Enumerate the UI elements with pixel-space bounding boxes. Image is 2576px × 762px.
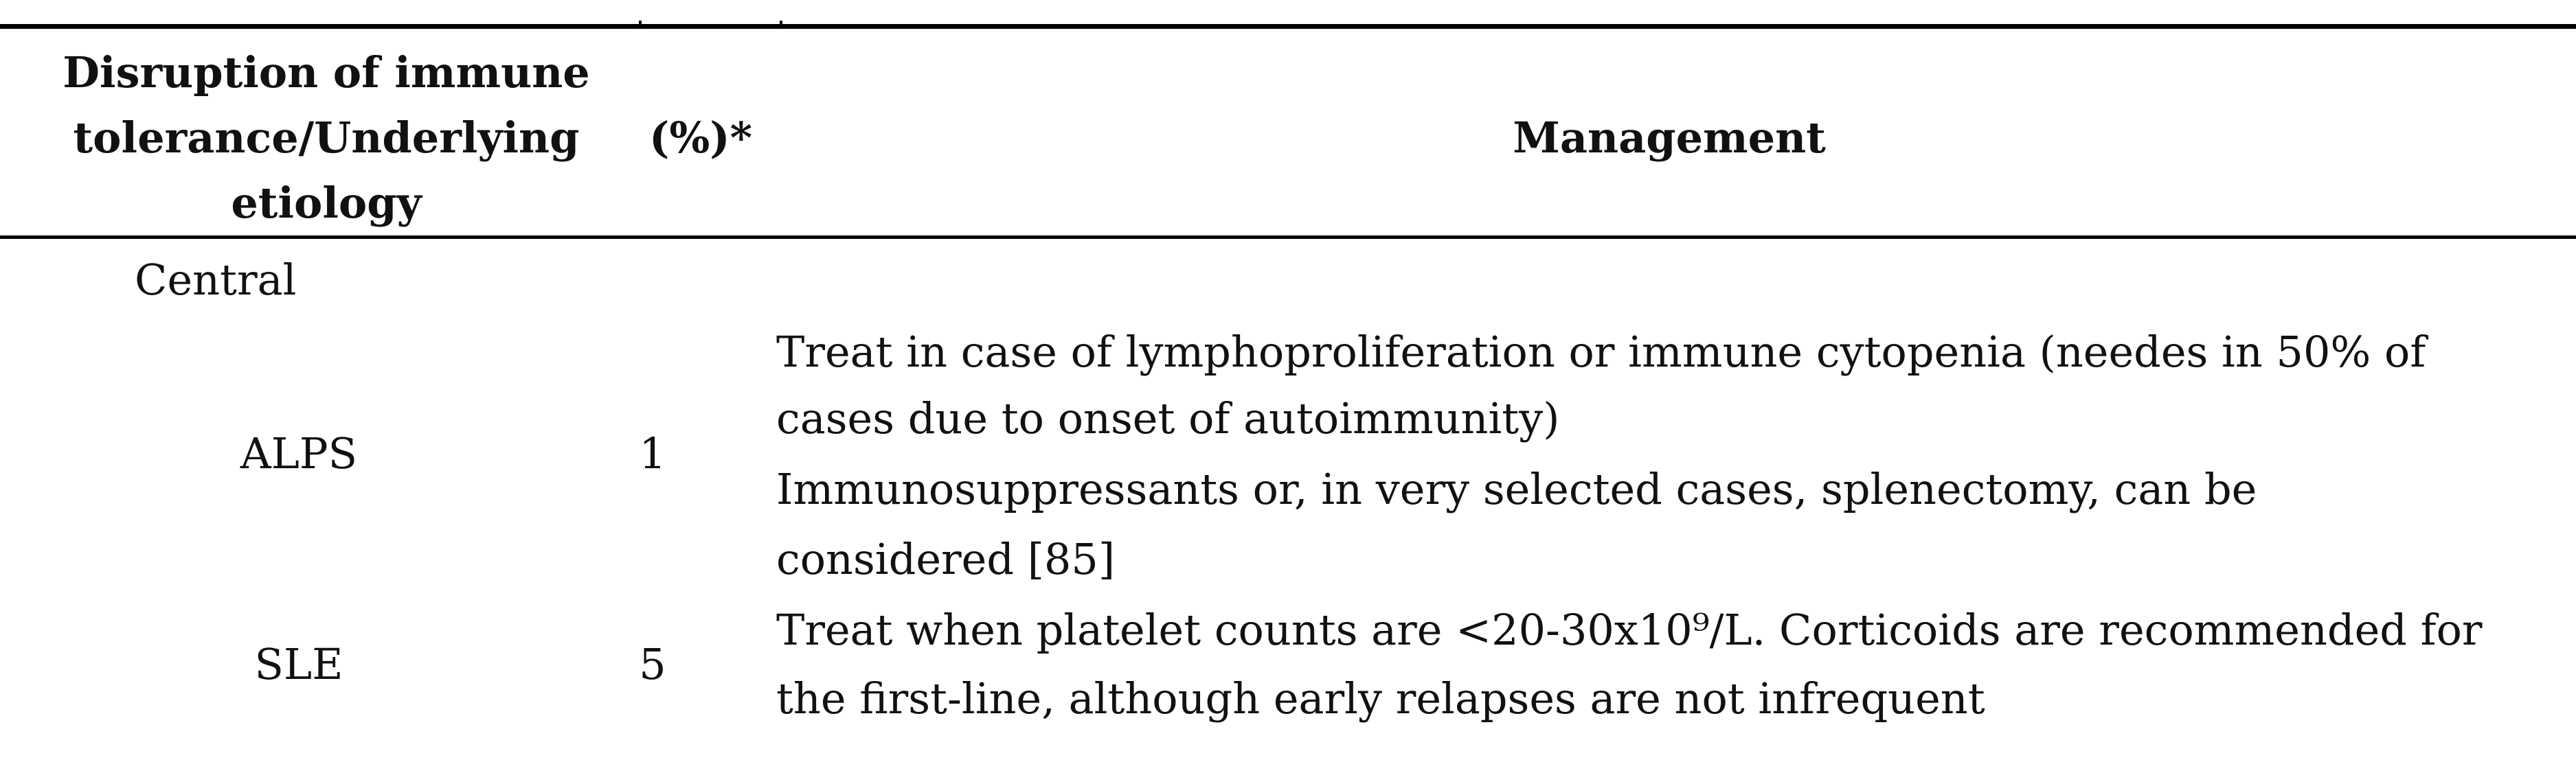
header-etiology-line: tolerance/Underlying [73,113,580,163]
header-management: Management [1513,113,1826,163]
table-top-rule [0,24,2576,29]
header-percent: (%)* [648,113,752,163]
table-top-rule-tick [780,21,782,26]
row-percent: 1 [639,428,666,478]
row-management-line: Treat when platelet counts are <20-30x10⁹/L. Corticoids are recommended for [776,605,2483,655]
row-management-line: Immunosuppressants or, in very selected cases, splenectomy, can be [776,464,2257,514]
group-label-central: Central [135,255,297,305]
table-top-rule-tick [639,21,642,26]
row-management-line: cases due to onset of autoimmunity) [776,393,1560,443]
header-etiology-line: etiology [231,178,422,228]
row-etiology: ALPS [240,428,358,478]
header-etiology-line: Disruption of immune [63,47,590,97]
row-management-line: considered [85] [776,534,1116,584]
row-percent: 5 [639,639,666,689]
header-etiology [41,40,611,235]
row-management-line: the first-line, although early relapses are not infrequent [776,673,1985,724]
row-etiology: SLE [254,639,343,689]
header-bottom-rule [0,235,2576,239]
row-management-line: Treat in case of lymphoproliferation or immune cytopenia (needes in 50% of [776,327,2426,377]
